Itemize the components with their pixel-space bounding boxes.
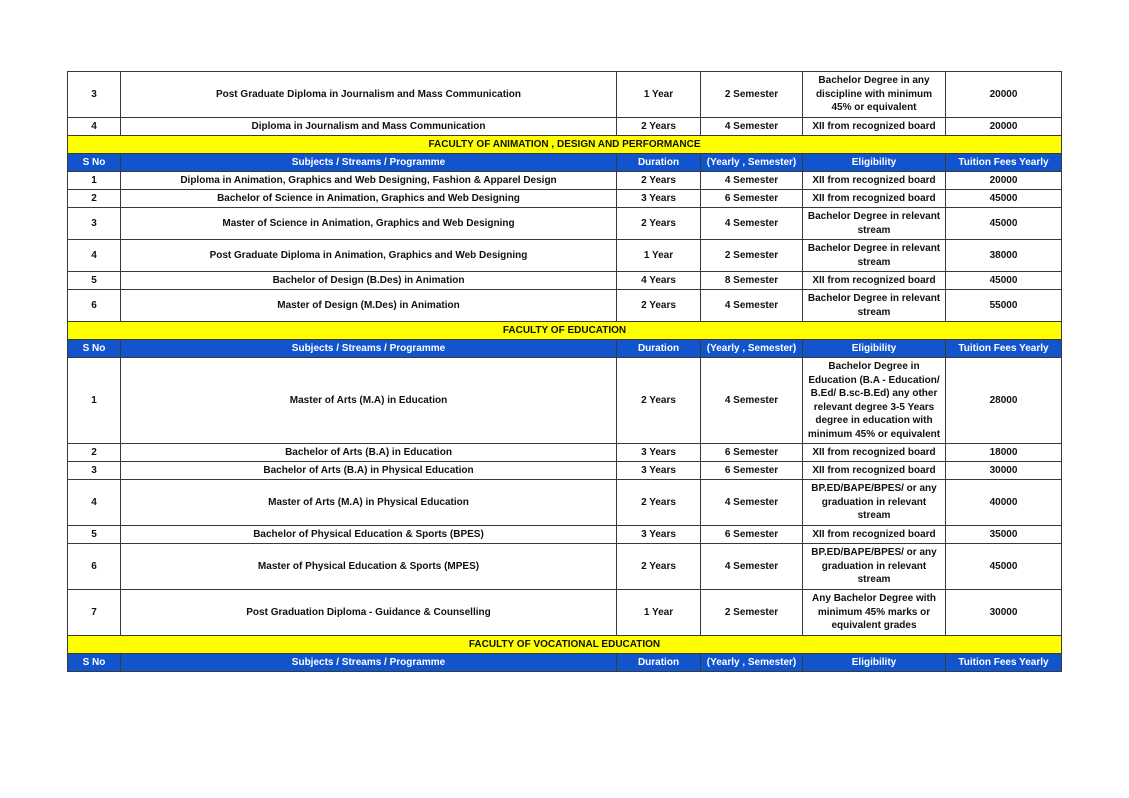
term-cell: 2 Semester (701, 590, 803, 636)
fees-cell: 45000 (946, 208, 1062, 240)
table-row (68, 290, 1062, 322)
fees-cell: 45000 (946, 272, 1062, 290)
duration-cell: 3 Years (617, 462, 701, 480)
term-cell: 4 Semester (701, 358, 803, 444)
term-cell: 8 Semester (701, 272, 803, 290)
sno-cell: 2 (68, 190, 121, 208)
term-cell: 2 Semester (701, 72, 803, 118)
programme-cell: Master of Design (M.Des) in Animation (121, 290, 617, 322)
fees-cell: 45000 (946, 190, 1062, 208)
eligibility-cell: XII from recognized board (803, 272, 946, 290)
header-duration: Duration (617, 154, 701, 172)
term-cell: 4 Semester (701, 172, 803, 190)
programme-cell: Bachelor of Design (B.Des) in Animation (121, 272, 617, 290)
sno-cell: 4 (68, 240, 121, 272)
term-cell: 6 Semester (701, 462, 803, 480)
duration-cell: 2 Years (617, 480, 701, 526)
term-cell: 4 Semester (701, 208, 803, 240)
eligibility-cell: XII from recognized board (803, 118, 946, 136)
header-sno: S No (68, 340, 121, 358)
fees-cell: 28000 (946, 358, 1062, 444)
sno-cell: 1 (68, 358, 121, 444)
header-fees: Tuition Fees Yearly (946, 154, 1062, 172)
fees-cell: 38000 (946, 240, 1062, 272)
fees-cell: 45000 (946, 544, 1062, 590)
table-row (68, 172, 1062, 190)
header-fees: Tuition Fees Yearly (946, 340, 1062, 358)
eligibility-cell: Bachelor Degree in relevant stream (803, 240, 946, 272)
eligibility-cell: XII from recognized board (803, 444, 946, 462)
duration-cell: 2 Years (617, 118, 701, 136)
duration-cell: 3 Years (617, 444, 701, 462)
sno-cell: 4 (68, 118, 121, 136)
term-cell: 4 Semester (701, 544, 803, 590)
header-programme: Subjects / Streams / Programme (121, 654, 617, 672)
faculty-title: FACULTY OF EDUCATION (68, 322, 1062, 340)
sno-cell: 2 (68, 444, 121, 462)
table-row (68, 444, 1062, 462)
column-header-row (68, 340, 1062, 358)
programme-cell: Bachelor of Arts (B.A) in Education (121, 444, 617, 462)
sno-cell: 6 (68, 544, 121, 590)
programme-cell: Post Graduate Diploma in Animation, Graphics and Web Designing (121, 240, 617, 272)
eligibility-cell: Bachelor Degree in relevant stream (803, 290, 946, 322)
table-row (68, 544, 1062, 590)
header-term: (Yearly , Semester) (701, 340, 803, 358)
duration-cell: 3 Years (617, 190, 701, 208)
table-row (68, 462, 1062, 480)
table-row (68, 118, 1062, 136)
column-header-row (68, 654, 1062, 672)
fee-structure-table (67, 71, 1062, 672)
faculty-heading-row (68, 136, 1062, 154)
faculty-title: FACULTY OF VOCATIONAL EDUCATION (68, 636, 1062, 654)
sno-cell: 1 (68, 172, 121, 190)
duration-cell: 2 Years (617, 172, 701, 190)
header-eligibility: Eligibility (803, 654, 946, 672)
eligibility-cell: BP.ED/BAPE/BPES/ or any graduation in relevant stream (803, 480, 946, 526)
eligibility-cell: XII from recognized board (803, 462, 946, 480)
programme-cell: Diploma in Animation, Graphics and Web Designing, Fashion & Apparel Design (121, 172, 617, 190)
fees-cell: 20000 (946, 172, 1062, 190)
duration-cell: 2 Years (617, 290, 701, 322)
faculty-heading-row (68, 636, 1062, 654)
eligibility-cell: Any Bachelor Degree with minimum 45% marks or equivalent grades (803, 590, 946, 636)
table-row (68, 272, 1062, 290)
duration-cell: 1 Year (617, 240, 701, 272)
table-row (68, 590, 1062, 636)
header-term: (Yearly , Semester) (701, 154, 803, 172)
duration-cell: 4 Years (617, 272, 701, 290)
fees-cell: 20000 (946, 118, 1062, 136)
duration-cell: 2 Years (617, 208, 701, 240)
table-row (68, 480, 1062, 526)
faculty-title: FACULTY OF ANIMATION , DESIGN AND PERFORMANCE (68, 136, 1062, 154)
sno-cell: 5 (68, 272, 121, 290)
header-programme: Subjects / Streams / Programme (121, 340, 617, 358)
programme-cell: Master of Science in Animation, Graphics and Web Designing (121, 208, 617, 240)
table-row (68, 190, 1062, 208)
programme-cell: Master of Physical Education & Sports (MPES) (121, 544, 617, 590)
programme-cell: Bachelor of Science in Animation, Graphics and Web Designing (121, 190, 617, 208)
programme-cell: Master of Arts (M.A) in Physical Education (121, 480, 617, 526)
faculty-heading-row (68, 322, 1062, 340)
programme-cell: Master of Arts (M.A) in Education (121, 358, 617, 444)
eligibility-cell: Bachelor Degree in Education (B.A - Education/ B.Ed/ B.sc-B.Ed) any other relevant degree 3-5 Years degree in education with minimum 45% or equivalent (803, 358, 946, 444)
eligibility-cell: Bachelor Degree in any discipline with minimum 45% or equivalent (803, 72, 946, 118)
sno-cell: 6 (68, 290, 121, 322)
eligibility-cell: XII from recognized board (803, 172, 946, 190)
header-eligibility: Eligibility (803, 340, 946, 358)
fees-cell: 30000 (946, 462, 1062, 480)
term-cell: 4 Semester (701, 480, 803, 526)
column-header-row (68, 154, 1062, 172)
eligibility-cell: XII from recognized board (803, 526, 946, 544)
programme-cell: Post Graduate Diploma in Journalism and Mass Communication (121, 72, 617, 118)
sno-cell: 3 (68, 208, 121, 240)
duration-cell: 3 Years (617, 526, 701, 544)
eligibility-cell: Bachelor Degree in relevant stream (803, 208, 946, 240)
header-fees: Tuition Fees Yearly (946, 654, 1062, 672)
duration-cell: 1 Year (617, 72, 701, 118)
term-cell: 4 Semester (701, 290, 803, 322)
sno-cell: 4 (68, 480, 121, 526)
sno-cell: 3 (68, 72, 121, 118)
duration-cell: 2 Years (617, 544, 701, 590)
table-row (68, 208, 1062, 240)
term-cell: 4 Semester (701, 118, 803, 136)
sno-cell: 7 (68, 590, 121, 636)
table-row (68, 358, 1062, 444)
fees-cell: 18000 (946, 444, 1062, 462)
fees-cell: 40000 (946, 480, 1062, 526)
term-cell: 2 Semester (701, 240, 803, 272)
fees-cell: 35000 (946, 526, 1062, 544)
programme-cell: Bachelor of Physical Education & Sports (BPES) (121, 526, 617, 544)
table-row (68, 526, 1062, 544)
header-sno: S No (68, 154, 121, 172)
header-eligibility: Eligibility (803, 154, 946, 172)
header-duration: Duration (617, 654, 701, 672)
eligibility-cell: XII from recognized board (803, 190, 946, 208)
fees-cell: 30000 (946, 590, 1062, 636)
programme-cell: Post Graduation Diploma - Guidance & Counselling (121, 590, 617, 636)
table-row (68, 240, 1062, 272)
table-row (68, 72, 1062, 118)
header-sno: S No (68, 654, 121, 672)
eligibility-cell: BP.ED/BAPE/BPES/ or any graduation in relevant stream (803, 544, 946, 590)
term-cell: 6 Semester (701, 526, 803, 544)
fees-cell: 20000 (946, 72, 1062, 118)
fees-cell: 55000 (946, 290, 1062, 322)
sno-cell: 5 (68, 526, 121, 544)
fee-structure-sheet (67, 71, 1062, 672)
term-cell: 6 Semester (701, 444, 803, 462)
header-programme: Subjects / Streams / Programme (121, 154, 617, 172)
duration-cell: 2 Years (617, 358, 701, 444)
header-duration: Duration (617, 340, 701, 358)
programme-cell: Diploma in Journalism and Mass Communication (121, 118, 617, 136)
duration-cell: 1 Year (617, 590, 701, 636)
term-cell: 6 Semester (701, 190, 803, 208)
header-term: (Yearly , Semester) (701, 654, 803, 672)
sno-cell: 3 (68, 462, 121, 480)
programme-cell: Bachelor of Arts (B.A) in Physical Education (121, 462, 617, 480)
